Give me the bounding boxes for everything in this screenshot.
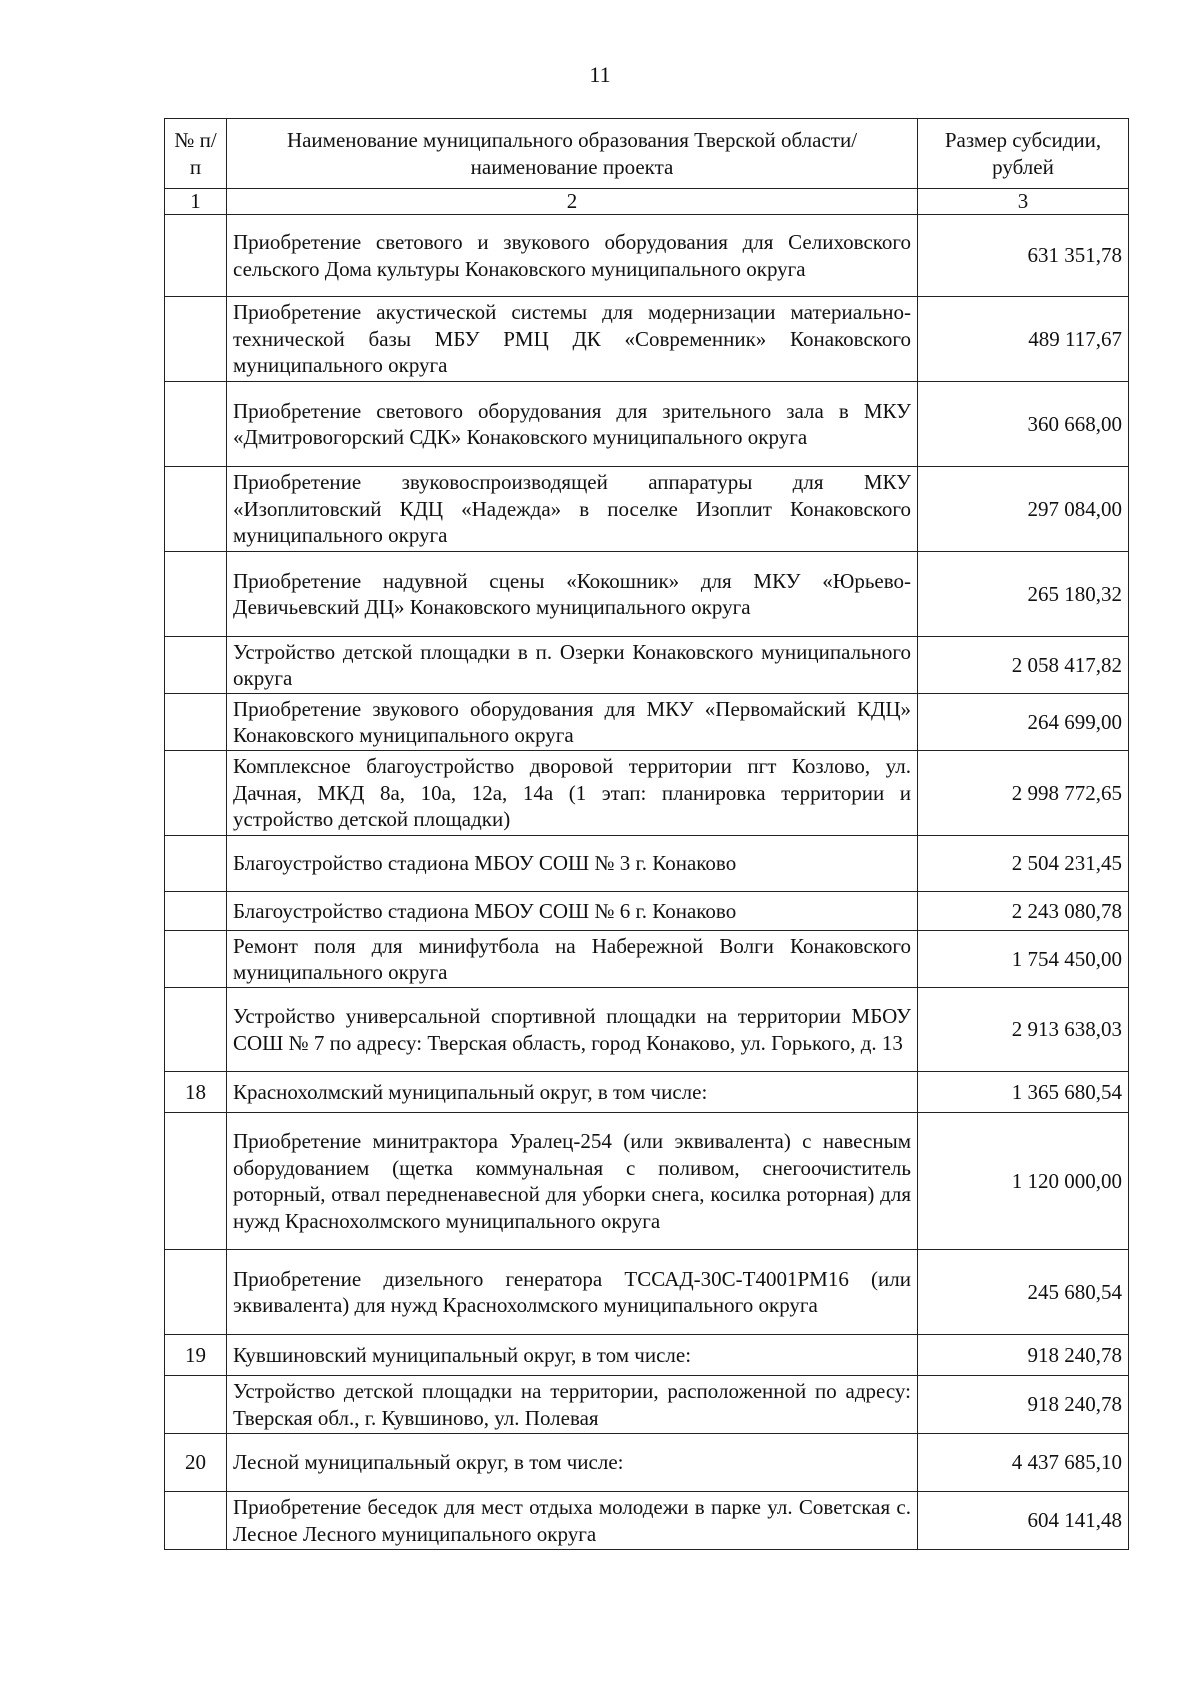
table-row: [165, 1335, 1129, 1376]
table-row: [165, 637, 1129, 694]
row-number: [165, 215, 227, 297]
project-name: Благоустройство стадиона МБОУ СОШ № 3 г. Конаково: [227, 836, 918, 892]
subsidy-amount: 297 084,00: [918, 467, 1129, 552]
header-amount: Размер субсидии, рублей: [918, 119, 1129, 189]
project-name: Устройство детской площадки в п. Озерки Конаковского муниципального округа: [227, 637, 918, 694]
table-row: [165, 836, 1129, 892]
column-index-row: [165, 189, 1129, 215]
table-row: [165, 988, 1129, 1072]
subsidy-amount: 2 504 231,45: [918, 836, 1129, 892]
table-row: [165, 467, 1129, 552]
subsidy-amount: 245 680,54: [918, 1250, 1129, 1335]
row-number: [165, 552, 227, 637]
header-number: № п/п: [165, 119, 227, 189]
project-name: Приобретение светового и звукового оборудования для Селиховского сельского Дома культуры Конаковского муниципального округа: [227, 215, 918, 297]
project-name: Приобретение минитрактора Уралец-254 (или эквивалента) с навесным оборудованием (щетка коммунальная с поливом, снегоочиститель роторный, отвал передненавесной для уборки снега, косилка роторная) для нужд Краснохолмского муниципального округа: [227, 1113, 918, 1250]
subsidy-amount: 918 240,78: [918, 1376, 1129, 1434]
project-name: Приобретение беседок для мест отдыха молодежи в парке ул. Советская с. Лесное Лесного муниципального округа: [227, 1492, 918, 1550]
row-number: [165, 1250, 227, 1335]
header-name: Наименование муниципального образования Тверской области/наименование проекта: [227, 119, 918, 189]
project-name: Приобретение звукового оборудования для МКУ «Первомайский КДЦ» Конаковского муниципального округа: [227, 694, 918, 751]
project-name: Приобретение надувной сцены «Кокошник» для МКУ «Юрьево-Девичьевский ДЦ» Конаковского муниципального округа: [227, 552, 918, 637]
subsidy-amount: 1 120 000,00: [918, 1113, 1129, 1250]
row-number: [165, 1492, 227, 1550]
subsidy-amount: 604 141,48: [918, 1492, 1129, 1550]
subsidy-amount: 489 117,67: [918, 297, 1129, 382]
project-name: Приобретение дизельного генератора ТССАД-30С-Т4001РМ16 (или эквивалента) для нужд Краснохолмского муниципального округа: [227, 1250, 918, 1335]
row-number: 19: [165, 1335, 227, 1376]
row-number: [165, 931, 227, 988]
row-number: [165, 382, 227, 467]
subsidy-amount: 264 699,00: [918, 694, 1129, 751]
row-number: [165, 637, 227, 694]
subsidy-amount: 2 243 080,78: [918, 892, 1129, 931]
table-row: [165, 215, 1129, 297]
subsidy-amount: 360 668,00: [918, 382, 1129, 467]
table-row: [165, 931, 1129, 988]
project-name: Благоустройство стадиона МБОУ СОШ № 6 г. Конаково: [227, 892, 918, 931]
page-number: 11: [589, 62, 611, 87]
subsidy-amount: 2 058 417,82: [918, 637, 1129, 694]
table-row: [165, 694, 1129, 751]
table-row: [165, 751, 1129, 836]
subsidy-amount: 2 913 638,03: [918, 988, 1129, 1072]
subsidy-amount: 631 351,78: [918, 215, 1129, 297]
row-number: [165, 988, 227, 1072]
row-number: [165, 751, 227, 836]
project-name: Краснохолмский муниципальный округ, в том числе:: [227, 1072, 918, 1113]
column-index: 3: [918, 189, 1129, 215]
subsidy-amount: 1 365 680,54: [918, 1072, 1129, 1113]
subsidy-table: [164, 118, 1129, 1550]
table-row: [165, 297, 1129, 382]
project-name: Устройство детской площадки на территории, расположенной по адресу: Тверская обл., г. Кувшиново, ул. Полевая: [227, 1376, 918, 1434]
row-number: [165, 467, 227, 552]
header-row: [165, 119, 1129, 189]
project-name: Ремонт поля для минифутбола на Набережной Волги Конаковского муниципального округа: [227, 931, 918, 988]
table-row: [165, 1434, 1129, 1492]
project-name: Устройство универсальной спортивной площадки на территории МБОУ СОШ № 7 по адресу: Тверская область, город Конаково, ул. Горького, д. 13: [227, 988, 918, 1072]
subsidy-amount: 2 998 772,65: [918, 751, 1129, 836]
table-row: [165, 1250, 1129, 1335]
table-row: [165, 1492, 1129, 1550]
row-number: 18: [165, 1072, 227, 1113]
table-row: [165, 382, 1129, 467]
column-index: 2: [227, 189, 918, 215]
project-name: Кувшиновский муниципальный округ, в том числе:: [227, 1335, 918, 1376]
subsidy-amount: 918 240,78: [918, 1335, 1129, 1376]
table-row: [165, 892, 1129, 931]
project-name: Лесной муниципальный округ, в том числе:: [227, 1434, 918, 1492]
table-row: [165, 1072, 1129, 1113]
row-number: [165, 297, 227, 382]
project-name: Приобретение звуковоспроизводящей аппаратуры для МКУ «Изоплитовский КДЦ «Надежда» в поселке Изоплит Конаковского муниципального округа: [227, 467, 918, 552]
row-number: 20: [165, 1434, 227, 1492]
subsidy-amount: 1 754 450,00: [918, 931, 1129, 988]
project-name: Приобретение акустической системы для модернизации материально-технической базы МБУ РМЦ ДК «Современник» Конаковского муниципального округа: [227, 297, 918, 382]
table-row: [165, 1376, 1129, 1434]
subsidy-amount: 265 180,32: [918, 552, 1129, 637]
project-name: Приобретение светового оборудования для зрительного зала в МКУ «Дмитровогорский СДК» Конаковского муниципального округа: [227, 382, 918, 467]
table-row: [165, 1113, 1129, 1250]
project-name: Комплексное благоустройство дворовой территории пгт Козлово, ул. Дачная, МКД 8а, 10а, 12а, 14а (1 этап: планировка территории и устройство детской площадки): [227, 751, 918, 836]
row-number: [165, 1376, 227, 1434]
table-row: [165, 552, 1129, 637]
row-number: [165, 694, 227, 751]
row-number: [165, 836, 227, 892]
subsidy-amount: 4 437 685,10: [918, 1434, 1129, 1492]
column-index: 1: [165, 189, 227, 215]
row-number: [165, 1113, 227, 1250]
row-number: [165, 892, 227, 931]
